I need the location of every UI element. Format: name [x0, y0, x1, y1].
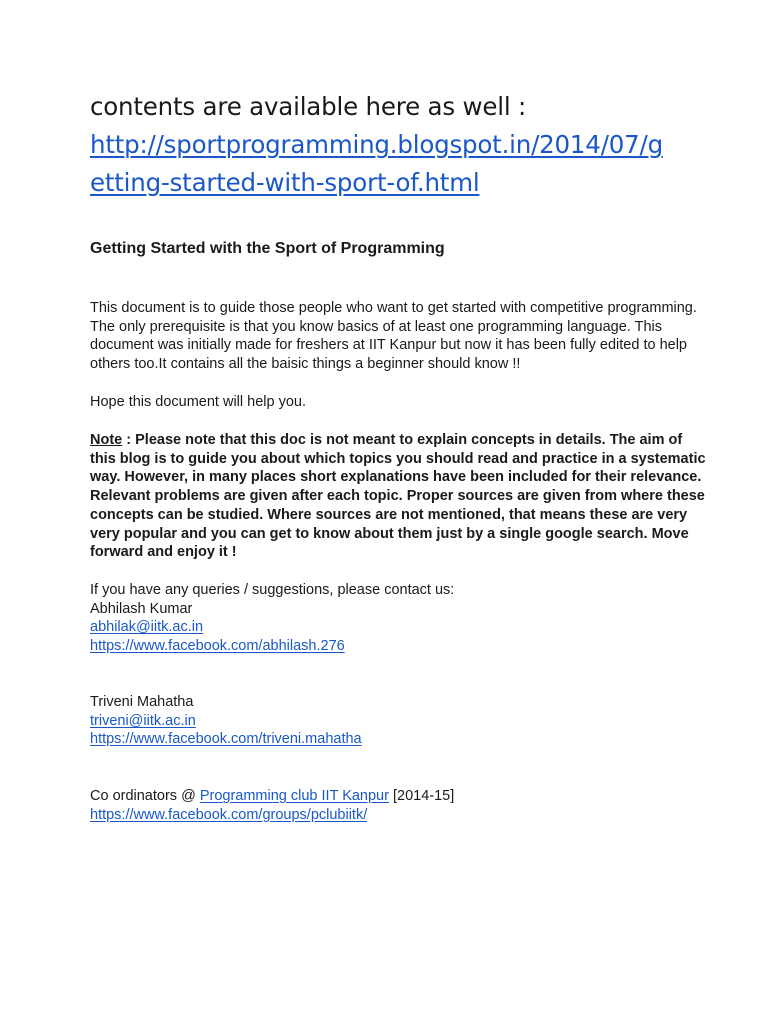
note-line: : Please note that this doc is not meant to explain concepts in details. The aim of — [122, 432, 683, 448]
contact-block-1 — [90, 581, 690, 656]
contact-name: Abhilash Kumar — [90, 600, 193, 617]
hope-paragraph — [90, 393, 690, 412]
coordinators-line — [90, 787, 690, 806]
coordinators-block — [90, 787, 690, 824]
note-line: this blog is to guide you about which topics you should read and practice in a systematic — [90, 450, 706, 467]
blog-url-link-line1[interactable]: http://sportprogramming.blogspot.in/2014/07/g — [90, 130, 663, 159]
contact-name: Triveni Mahatha — [90, 694, 194, 710]
club-link[interactable]: Programming club IIT Kanpur — [199, 788, 389, 804]
note-label: Note — [90, 432, 123, 448]
group-link[interactable]: https://www.facebook.com/groups/pclubiitk/ — [90, 806, 368, 823]
facebook-link[interactable]: https://www.facebook.com/triveni.mahatha — [90, 731, 362, 748]
note-line: Relevant problems are given after each topic. Proper sources are given from where these — [90, 488, 705, 505]
intro-line: The only prerequisite is that you know basics of at least one programming language. This — [90, 318, 662, 335]
blog-url-link-line2[interactable]: etting-started-with-sport-of.html — [90, 168, 480, 197]
coordinators-prefix: Co ordinators @ — [90, 788, 200, 804]
email-link[interactable]: abhilak@iitk.ac.in — [90, 619, 204, 636]
document-title: Getting Started with the Sport of Programming — [90, 240, 445, 257]
intro-paragraph — [90, 299, 697, 374]
coordinators-suffix: [2014-15] — [388, 788, 455, 804]
email-link[interactable]: triveni@iitk.ac.in — [90, 712, 196, 729]
header-block — [90, 88, 690, 202]
note-paragraph — [90, 431, 706, 562]
intro-line: This document is to guide those people who want to get started with competitive programming. — [90, 300, 697, 316]
note-line: forward and enjoy it ! — [90, 544, 237, 561]
hope-text: Hope this document will help you. — [90, 394, 307, 410]
contact-intro: If you have any queries / suggestions, please contact us: — [90, 582, 455, 598]
note-line: way. However, in many places short explanations have been included for their relevance. — [90, 469, 702, 486]
intro-line: others too.It contains all the baisic things a beginner should know !! — [90, 356, 521, 373]
contact-block-2 — [90, 693, 690, 749]
header-intro-text: contents are available here as well : — [90, 92, 527, 121]
note-line: very popular and you can get to know about them just by a single google search. Move — [90, 525, 689, 542]
intro-line: document was initially made for freshers at IIT Kanpur but now it has been fully edited to help — [90, 337, 687, 354]
facebook-link[interactable]: https://www.facebook.com/abhilash.276 — [90, 638, 345, 655]
note-first-line — [90, 431, 690, 450]
note-line: concepts can be studied. Where sources are not mentioned, that means these are very — [90, 506, 688, 523]
